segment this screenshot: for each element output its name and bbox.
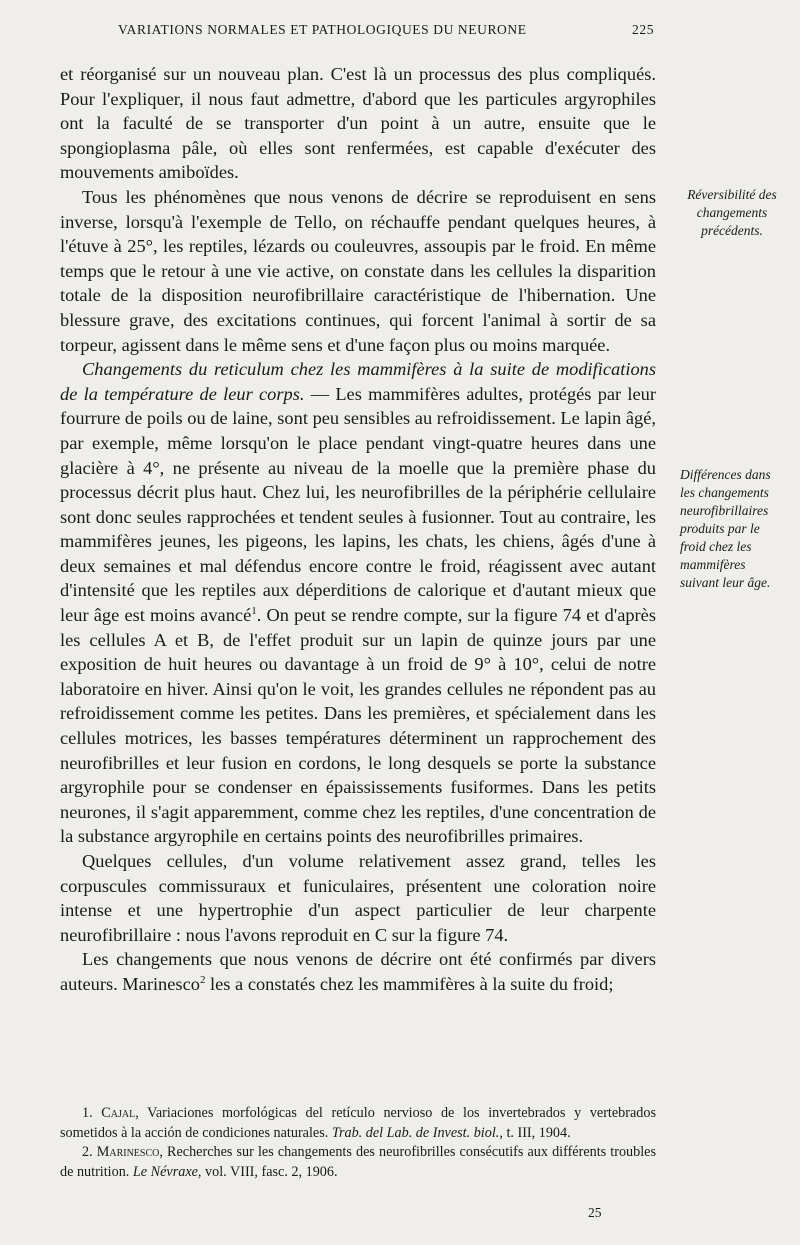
footnote-2	[60, 1143, 656, 1182]
section-heading: Changements du reticulum chez les mammifères à la suite de modifications de la température de leur corps.	[60, 359, 656, 404]
paragraph-3-text-b: . On peut se rendre compte, sur la figure 74 et d'après les cellules A et B, de l'effet produit sur un lapin de quinze jours par une exposition de huit heures ou davantage à un froid de 9° à 10°, celui de notre laboratoire en hiver. Ainsi qu'on le voit, les grandes cellules ne répondent pas au refroidissement comme les petites. Dans les premières, et spécialement dans les cellules motrices, les basses températures déterminent un rapprochement des neurofibrilles et leur fusion en cordons, le long desquels se porte la substance argyrophile pour se condenser en épaississements fusiformes. Dans les petits neurones, il s'agit apparemment, comme chez les reptiles, d'une concentration de la substance argyrophile en certains points des neurofibrilles primaires.	[60, 605, 656, 847]
footnote-ref-2: 2	[199, 973, 206, 986]
footnotes	[60, 1104, 656, 1182]
paragraph-2: Tous les phénomènes que nous venons de décrire se reproduisent en sens inverse, lorsqu'à l'exemple de Tello, on réchauffe pendant quelques heures, à l'étuve à 25°, les reptiles, lézards ou couleuvres, assoupis par le froid. En même temps que le retour à une vie active, on constate dans les cellules la disparition totale de la disposition neurofibrillaire caractéristique de l'hibernation. Une blessure grave, des excitations continues, qui forcent l'animal à sortir de sa torpeur, agissent dans le même sens et d'une façon plus ou moins marquée.	[60, 186, 656, 355]
paragraph-3	[60, 357, 656, 849]
paragraph-5-text-b: les a constatés chez les mammifères à la suite du froid;	[205, 973, 614, 994]
marginal-note-differences: Différences dans les changements neurofibrillaires produits par le froid chez les mammifères suivant leur âge.	[680, 467, 771, 590]
paragraph-5-text-a: Les changements que nous venons de décrire ont été confirmés par divers auteurs. Marinesco	[60, 949, 656, 994]
paragraph-5	[60, 947, 656, 996]
footnote-1-end: , t. III, 1904.	[499, 1124, 571, 1141]
footnote-2-journal: Le Névraxe	[132, 1163, 198, 1180]
footnote-2-number: 2.	[82, 1144, 93, 1161]
footnote-1-author: Cajal,	[101, 1105, 139, 1121]
footnote-2-end: , vol. VIII, fasc. 2, 1906.	[197, 1163, 338, 1180]
footnote-1	[60, 1104, 656, 1143]
marginal-note-reversibility: Réversibilité des changements précédents.	[687, 187, 777, 238]
main-text	[60, 62, 656, 997]
page-number: 225	[632, 22, 655, 37]
signature-mark: 25	[588, 1205, 602, 1220]
footnote-1-journal: Trab. del Lab. de Invest. biol.	[331, 1124, 500, 1141]
footnote-1-text: Variaciones morfológicas del retículo nervioso de los invertebrados y vertebrados sometidos à la acción de condiciones naturales.	[60, 1105, 656, 1141]
paragraph-4: Quelques cellules, d'un volume relativement assez grand, telles les corpuscules commissuraux et funiculaires, présentent une coloration noire intense et une hypertrophie d'un aspect particulier de leur charpente neurofibrillaire : nous l'avons reproduit en C sur la figure 74.	[60, 851, 656, 945]
footnote-1-number: 1.	[82, 1105, 93, 1121]
footnote-ref-1: 1	[251, 604, 257, 617]
paragraph-1: et réorganisé sur un nouveau plan. C'est là un processus des plus compliqués. Pour l'expliquer, il nous faut admettre, d'abord que les particules argyrophiles ont la faculté de se transporter d'un point à un autre, ensuite que le spongioplasma pâle, où elles sont renfermées, est capable d'exécuter des mouvements amiboïdes.	[60, 64, 656, 183]
paragraph-3-text-a: — Les mammifères adultes, protégés par leur fourrure de poils ou de laine, sont peu sensibles au refroidissement. Le lapin âgé, par exemple, même lorsqu'on le place pendant vingt-quatre heures dans une glacière à 4°, ne présente au niveau de la moelle que la première phase du processus décrit plus haut. Chez lui, les neurofibrilles de la périphérie cellulaire sont donc seules rapprochées et tendent seules à fusionner. Tout au contraire, les mammifères jeunes, les pigeons, les lapins, les chats, les chiens, âgés d'une à deux semaines et mal défendus encore contre le froid, réagissent avec autant d'intensité que les reptiles aux déperditions de calorique et d'autant mieux que leur âge est moins avancé	[60, 383, 656, 626]
running-title: VARIATIONS NORMALES ET PATHOLOGIQUES DU NEURONE	[118, 22, 527, 37]
footnote-2-author: Marinesco,	[96, 1144, 163, 1161]
footnote-2-text: Recherches sur les changements des neurofibrilles consécutifs aux différents troubles de nutrition.	[60, 1144, 656, 1180]
